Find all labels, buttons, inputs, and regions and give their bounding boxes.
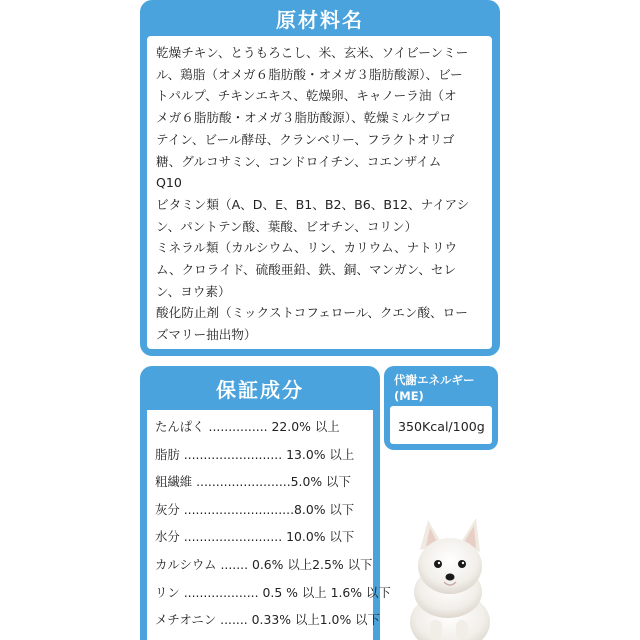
ingredients-panel [140, 0, 500, 356]
energy-panel [384, 366, 498, 450]
analysis-row-moisture: 水分 ......................... 10.0% 以下 [155, 529, 355, 545]
ingredients-line-9: ン、パントテン酸、葉酸、ビオチン、コリン） [156, 218, 418, 234]
guaranteed-analysis-title: 保証成分 [216, 378, 304, 402]
ingredients-line-5: テイン、ビール酵母、クランベリー、フラクトオリゴ [156, 131, 455, 147]
analysis-row-fiber: 粗繊維 ........................5.0% 以下 [155, 474, 351, 490]
energy-title-line-1: 代謝エネルギー [394, 373, 475, 387]
analysis-row-phosphorus: リン ................... 0.5 % 以上 1.6% 以下 [155, 584, 391, 600]
energy-title-line-2: (ME) [394, 389, 424, 403]
analysis-row-fat: 脂肪 ......................... 13.0% 以上 [155, 446, 355, 462]
ingredients-line-1: 乾燥チキン、とうもろこし、米、玄米、ソイビーンミー [156, 45, 469, 60]
analysis-row-ash: 灰分 ............................8.0% 以下 [155, 501, 355, 517]
ingredients-line-6: 糖、グルコサミン、コンドロイチン、コエンザイム [156, 153, 442, 169]
analysis-row-methionine: メチオニン ....... 0.33% 以上1.0% 以下 [155, 612, 380, 628]
analysis-row-protein: たんぱく ............... 22.0% 以上 [155, 419, 340, 434]
energy-body [390, 406, 492, 444]
ingredients-line-3: トパルプ、チキンエキス、乾燥卵、キャノーラ油（オ [156, 88, 457, 104]
ingredients-line-13: 酸化防止剤（ミックストコフェロール、クエン酸、ロー [156, 305, 468, 321]
ingredients-line-2: ル、鶏脂（オメガ６脂肪酸・オメガ３脂肪酸源）、ビー [156, 66, 463, 82]
energy-value: 350Kcal/100g [398, 419, 485, 434]
ingredients-line-12: ン、ヨウ素） [156, 283, 231, 299]
ingredients-line-8: ビタミン類（A、D、E、B1、B2、B6、B12、ナイアシ [156, 196, 470, 212]
ingredients-line-10: ミネラル類（カルシウム、リン、カリウム、ナトリウ [156, 240, 458, 256]
ingredients-body [147, 36, 492, 349]
ingredients-line-14: ズマリー抽出物） [156, 327, 257, 343]
energy-title [394, 372, 475, 404]
ingredients-line-7: Q10 [156, 175, 182, 191]
ingredients-title: 原材料名 [276, 8, 364, 32]
ingredients-line-4: メガ６脂肪酸・オメガ３脂肪酸源）、乾燥ミルクプロ [156, 110, 452, 126]
analysis-row-calcium: カルシウム ....... 0.6% 以上2.5% 以下 [155, 556, 373, 572]
dog-photo [386, 510, 514, 640]
guaranteed-analysis-panel [140, 366, 391, 640]
ingredients-line-11: ム、クロライド、硫酸亜鉛、鉄、銅、マンガン、セレ [156, 262, 457, 278]
guaranteed-analysis-body [147, 410, 391, 640]
